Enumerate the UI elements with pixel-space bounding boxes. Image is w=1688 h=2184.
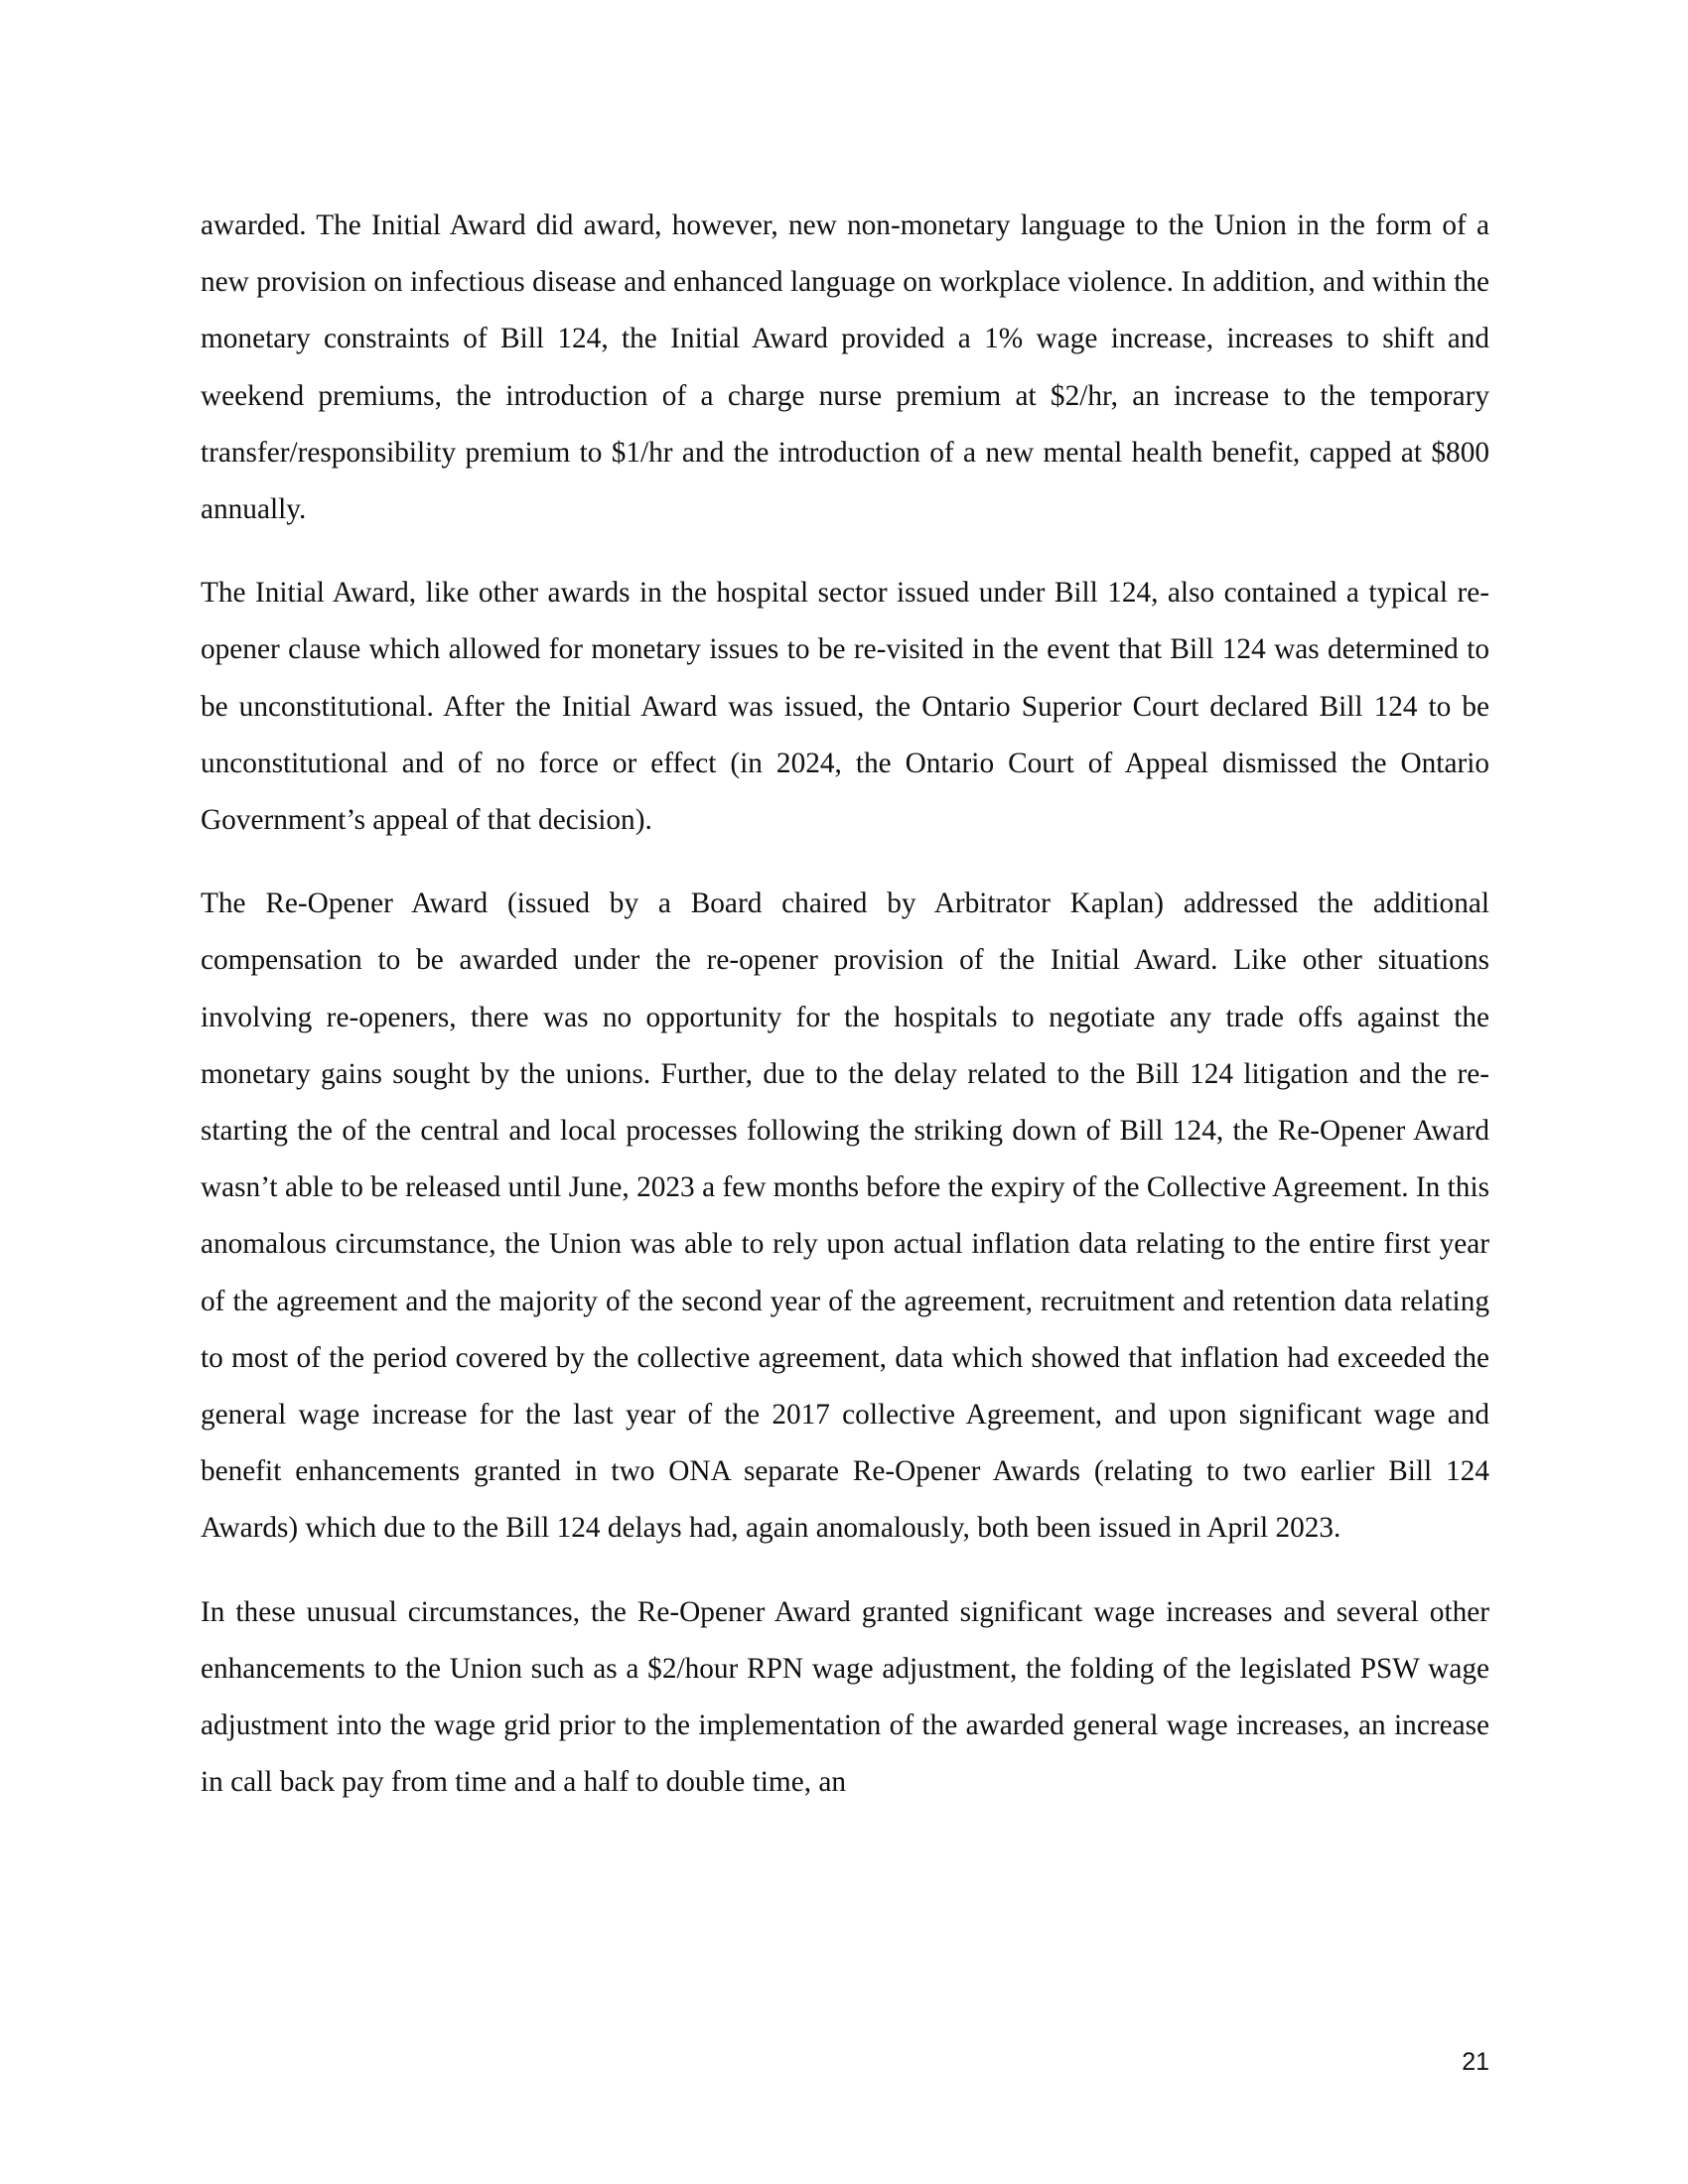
paragraph-re-opener-enhancements: In these unusual circumstances, the Re-Opener Award granted significant wage increases and several other enhancements to the Union such as a $2/hour RPN wage adjustment, the folding of the legislated PSW wage adjustment into the wage grid prior to the implementation of the awarded general wage increases, an increase in call back pay from time and a half to double time, an [201,1595,1489,1799]
page-number: 21 [1462,2048,1489,2076]
paragraph-re-opener-clause: The Initial Award, like other awards in the hospital sector issued under Bill 124, also contained a typical re-opener clause which allowed for monetary issues to be re-visited in the event that Bill 124 was determined to be unconstitutional. After the Initial Award was issued, the Ontario Superior Court declared Bill 124 to be unconstitutional and of no force or effect (in 2024, the Ontario Court of Appeal dismissed the Ontario Government’s appeal of that decision). [201,577,1489,837]
document-body [201,198,1489,1838]
paragraph-re-opener-award: The Re-Opener Award (issued by a Board chaired by Arbitrator Kaplan) addressed the additional compensation to be awarded under the re-opener provision of the Initial Award. Like other situations involving re-openers, there was no opportunity for the hospitals to negotiate any trade offs against the monetary gains sought by the unions. Further, due to the delay related to the Bill 124 litigation and the re-starting the of the central and local processes following the striking down of Bill 124, the Re-Opener Award wasn’t able to be released until June, 2023 a few months before the expiry of the Collective Agreement. In this anomalous circumstance, the Union was able to rely upon actual inflation data relating to the entire first year of the agreement and the majority of the second year of the agreement, recruitment and retention data relating to most of the period covered by the collective agreement, data which showed that inflation had exceeded the general wage increase for the last year of the 2017 collective Agreement, and upon significant wage and benefit enhancements granted in two ONA separate Re-Opener Awards (relating to two earlier Bill 124 Awards) which due to the Bill 124 delays had, again anomalously, both been issued in April 2023. [201,887,1489,1545]
paragraph-initial-award-provisions: awarded. The Initial Award did award, however, new non-monetary language to the Union in the form of a new provision on infectious disease and enhanced language on workplace violence. In addition, and within the monetary constraints of Bill 124, the Initial Award provided a 1% wage increase, increases to shift and weekend premiums, the introduction of a charge nurse premium at $2/hr, an increase to the temporary transfer/responsibility premium to $1/hr and the introduction of a new mental health benefit, capped at $800 annually. [201,209,1489,526]
